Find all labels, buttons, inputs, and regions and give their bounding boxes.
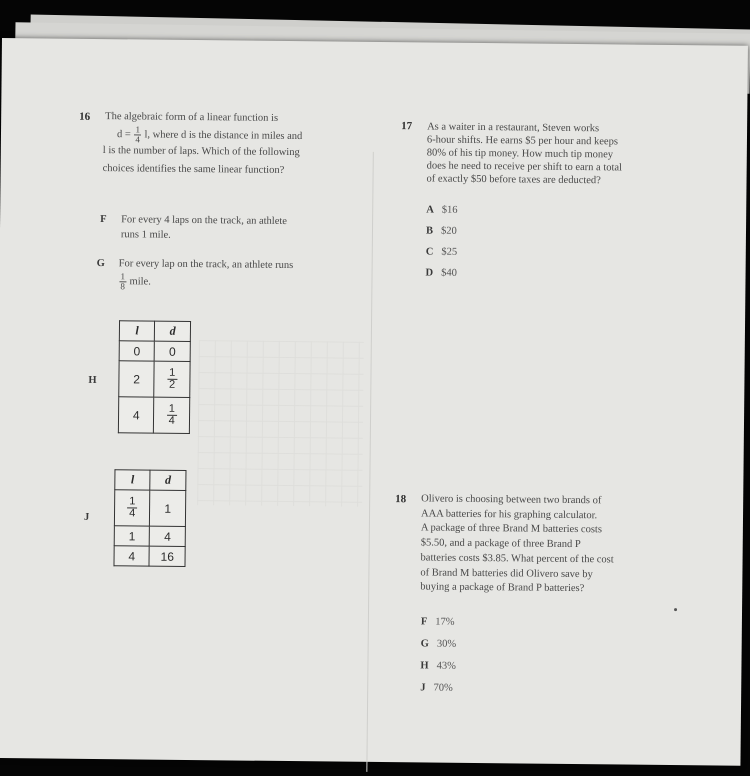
q18-line4: $5.50, and a package of three Brand P [420, 537, 581, 551]
j-header-l: l [115, 470, 151, 490]
h-row3-l: 4 [118, 397, 154, 433]
q18-option-h-text: 43% [436, 660, 456, 672]
q16-stem-line3: l is the number of laps. Which of the following [102, 144, 300, 158]
q18-option-g[interactable] [421, 633, 457, 655]
q17-option-d-text: $40 [441, 267, 457, 279]
j-row1-l-den: 4 [129, 507, 136, 520]
q17-option-b[interactable] [426, 220, 458, 241]
q18-option-f-letter: F [420, 616, 428, 628]
q16-option-j-table[interactable] [113, 469, 186, 567]
q18-option-j[interactable] [420, 677, 456, 699]
q16-option-f-letter[interactable]: F [100, 214, 107, 226]
h-row2-d-den: 2 [168, 378, 176, 391]
q16-option-g-line2: mile. [129, 275, 151, 287]
q17-stem [426, 120, 687, 188]
q16-option-h-table[interactable] [118, 320, 191, 434]
q16-option-f-text[interactable] [121, 213, 361, 245]
q17-option-c[interactable] [426, 241, 458, 262]
h-row2-d [154, 361, 190, 397]
j-row2-l: 1 [114, 526, 150, 546]
q16-option-g-letter[interactable]: G [96, 258, 105, 270]
h-row3-d-den: 4 [168, 414, 175, 427]
worksheet-page [0, 38, 748, 766]
q16-eq-frac-num: 1 [135, 123, 141, 134]
q18-option-j-letter: J [420, 682, 426, 694]
j-row3-d: 16 [149, 546, 185, 566]
q16-stem-line1: The algebraic form of a linear function is [105, 111, 279, 124]
j-header-d: d [150, 470, 186, 490]
q16-eq-fraction [134, 125, 141, 144]
q17-option-d-letter: D [425, 267, 434, 279]
j-row3-l: 4 [114, 546, 150, 566]
q16-option-h-letter[interactable]: H [88, 374, 97, 387]
q18-line5: batteries costs $3.85. What percent of the cost [420, 552, 614, 566]
q17-line2: 6-hour shifts. He earns $5 per hour and keeps [426, 134, 619, 148]
q18-line7: buying a package of Brand P batteries? [420, 581, 585, 595]
q16-option-g-frac-num: 1 [120, 270, 126, 281]
h-row3-d-num: 1 [167, 404, 177, 416]
h-row2-l: 2 [119, 361, 155, 397]
q18-option-j-text: 70% [433, 682, 453, 694]
q16-option-f-line2: runs 1 mile. [120, 228, 171, 241]
h-header-d: d [155, 321, 191, 341]
q18-option-h[interactable] [420, 655, 456, 677]
q18-option-h-letter: H [420, 660, 429, 672]
h-row3-d [154, 397, 190, 433]
j-row1-d: 1 [150, 490, 186, 526]
q16-option-f-line1: For every 4 laps on the track, an athlete [121, 214, 288, 227]
q18-option-g-text: 30% [436, 638, 457, 650]
q16-eq-right: l, where d is the distance in miles and [144, 128, 303, 142]
j-row1-l [114, 490, 150, 526]
q17-option-d[interactable] [425, 262, 457, 283]
q16-eq-frac-den: 4 [135, 133, 140, 144]
q16-stem [102, 110, 366, 179]
q17-options [425, 199, 457, 283]
q16-number: 16 [79, 110, 91, 123]
q18-number: 18 [395, 493, 407, 506]
q16-stem-equation [117, 125, 365, 147]
j-row1-l-num: 1 [127, 496, 137, 508]
q16-option-g-text[interactable] [118, 257, 363, 293]
q17-option-a[interactable] [426, 199, 458, 220]
q16-option-g-frac-den: 8 [120, 280, 125, 291]
q17-option-a-text: $16 [441, 204, 458, 216]
scratch-grid [197, 340, 364, 507]
q18-stem [420, 492, 691, 598]
h-header-l: l [119, 321, 155, 341]
q17-line3: 80% of his tip money. How much tip money [426, 147, 614, 161]
q18-line2: AAA batteries for his graphing calculator. [420, 508, 598, 521]
q16-option-g-line2-wrap [118, 272, 363, 294]
q16-option-g-line1: For every lap on the track, an athlete runs [118, 258, 294, 272]
q18-line1: Olivero is choosing between two brands of [421, 493, 602, 507]
q18-option-f-text: 17% [435, 616, 455, 628]
q16-stem-line4: choices identifies the same linear function? [102, 163, 285, 176]
q17-number: 17 [401, 120, 413, 133]
q18-line6: of Brand M batteries did Olivero save by [420, 566, 593, 580]
pencil-mark [674, 608, 677, 611]
q17-option-b-letter: B [425, 225, 434, 237]
q18-options [420, 611, 456, 699]
h-row1-d: 0 [155, 341, 191, 361]
q16-option-j-letter[interactable]: J [83, 511, 90, 523]
q17-option-c-text: $25 [441, 246, 458, 258]
q17-option-b-text: $20 [440, 225, 457, 237]
q17-option-a-letter: A [426, 204, 434, 216]
j-row2-d: 4 [150, 526, 186, 546]
q18-option-f[interactable] [421, 611, 457, 633]
q16-eq-left: d = [116, 128, 131, 140]
q18-line3: A package of three Brand M batteries costs [420, 522, 603, 536]
h-row1-l: 0 [119, 341, 155, 361]
q17-line4: does he need to receive per shift to earn a total [426, 160, 623, 174]
h-row2-d-num: 1 [167, 368, 177, 380]
q18-option-g-letter: G [420, 638, 429, 650]
q17-line1: As a waiter in a restaurant, Steven works [427, 121, 600, 135]
q16-option-g-fraction [119, 272, 126, 291]
q17-option-c-letter: C [425, 246, 434, 258]
q17-line5: of exactly $50 before taxes are deducted? [426, 173, 601, 187]
column-divider [366, 152, 373, 772]
